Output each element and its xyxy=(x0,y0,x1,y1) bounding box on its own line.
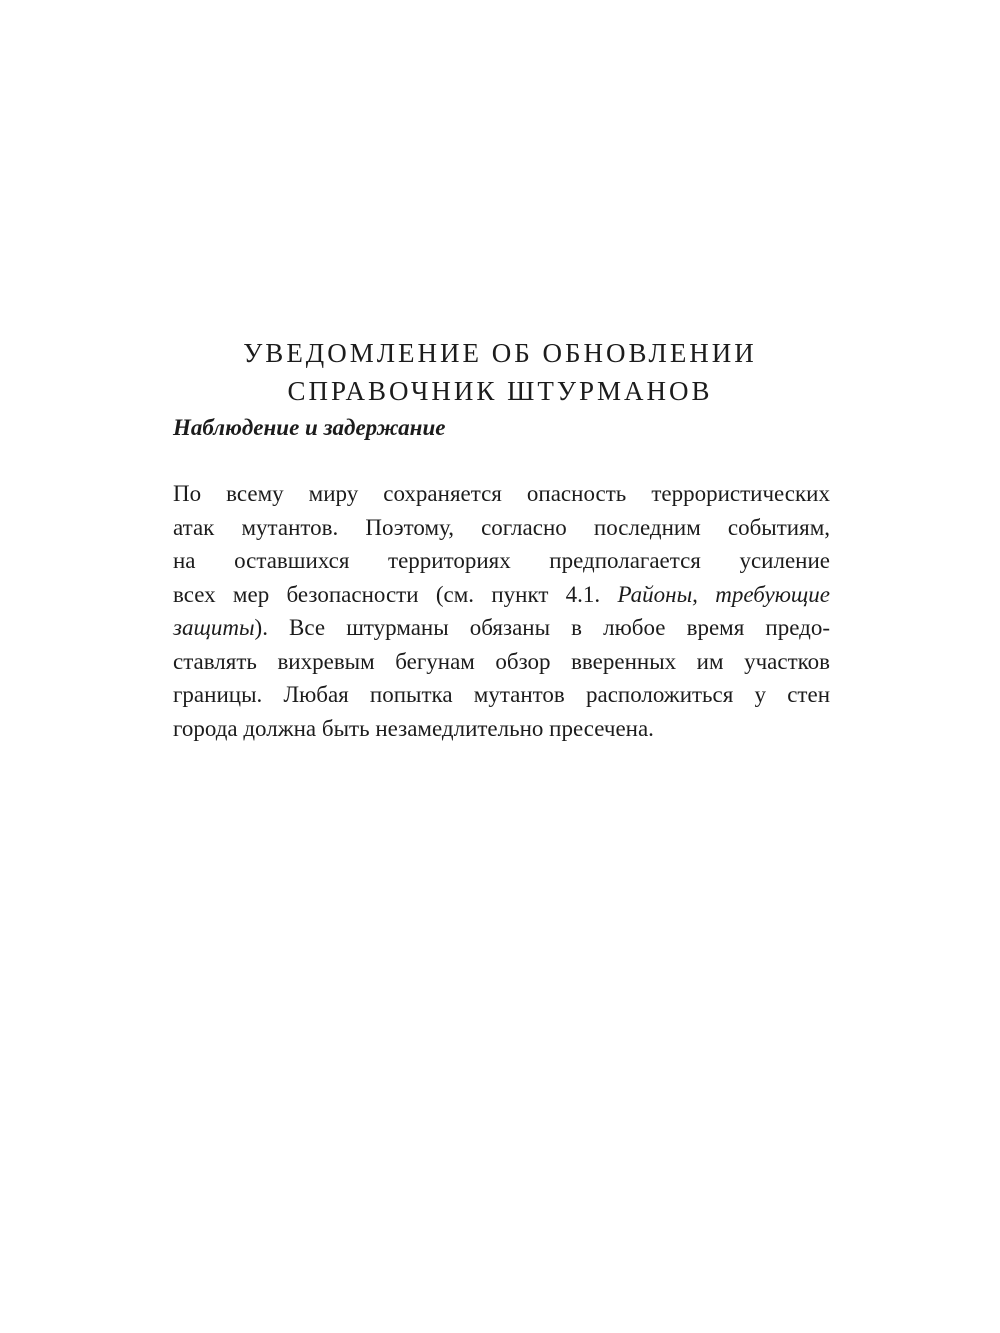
paragraph-line-2: атак мутантов. Поэтому, согласно последним событиям, xyxy=(173,514,830,540)
paragraph-line-7: границы. Любая попытка мутантов расположиться у стен xyxy=(173,682,830,707)
paragraph-line-4-text: всех мер безопасности (см. пункт 4.1. xyxy=(173,581,618,607)
body-paragraph xyxy=(173,477,830,745)
section-reference-title: Районы, требующие xyxy=(617,581,831,607)
paragraph-line-8: города должна быть незамедлительно пресечена. xyxy=(173,715,654,741)
paragraph-line-5 xyxy=(173,611,830,645)
heading-line-2: СПРАВОЧНИК ШТУРМАНОВ xyxy=(287,376,713,406)
page-heading xyxy=(0,334,1000,410)
paragraph-line-1: По всему миру сохраняется опасность террористических xyxy=(173,481,830,506)
section-reference-title-end: защиты xyxy=(173,615,255,640)
section-subheading: Наблюдение и задержание xyxy=(173,415,446,440)
heading-line-1: УВЕДОМЛЕНИЕ ОБ ОБНОВЛЕНИИ xyxy=(243,338,757,368)
paragraph-line-6: ставлять вихревым бегунам обзор вверенных им участков xyxy=(173,648,830,674)
paragraph-line-5-text: ). Все штурманы обязаны в любое время предо- xyxy=(254,615,830,640)
paragraph-line-4 xyxy=(173,578,830,612)
paragraph-line-3: на оставшихся территориях предполагается усиление xyxy=(173,548,830,573)
